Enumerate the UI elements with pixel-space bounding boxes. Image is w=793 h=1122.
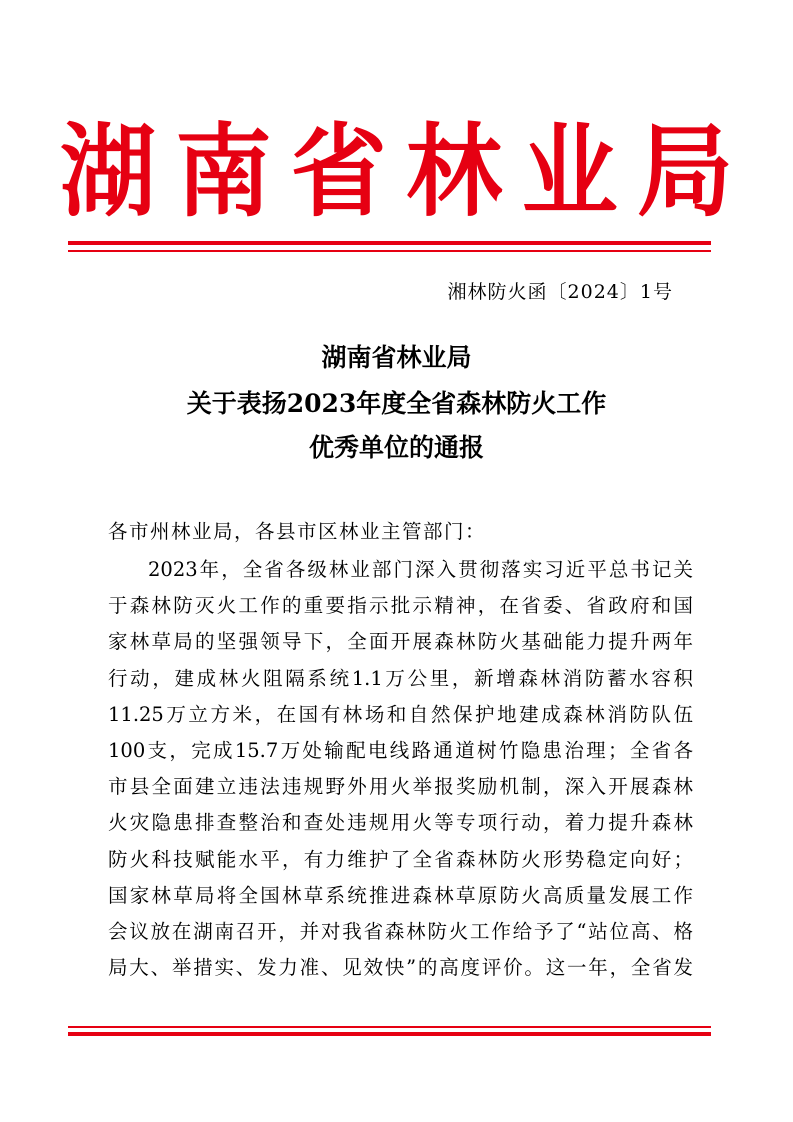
salutation: 各市州林业局，各县市区林业主管部门： [108, 520, 487, 543]
masthead-char: 林 [406, 112, 503, 231]
masthead-char: 湖 [60, 112, 156, 231]
masthead-divider-thick [68, 241, 711, 245]
footer-divider-thick [68, 1032, 711, 1036]
body-line: 市县全面建立违法违规野外用火举报奖励机制，深入开展森林 [108, 775, 693, 799]
body-line: 于森林防灭火工作的重要指示批示精神，在省委、省政府和国 [108, 594, 693, 618]
footer-divider-thin [68, 1026, 711, 1028]
document-number: 湘林防火函〔2024〕1号 [447, 281, 673, 303]
body-line: 11.25万立方米，在国有林场和自然保护地建成森林消防队伍 [108, 702, 693, 726]
masthead-divider-thin [68, 250, 711, 252]
body-line: 局大、举措实、发力准、见效快”的高度评价。这一年，全省发 [108, 956, 693, 980]
masthead-char: 业 [521, 112, 618, 231]
body-line: 国家林草局将全国林草系统推进森林草原防火高质量发展工作 [108, 883, 693, 907]
title-line-3: 优秀单位的通报 [308, 433, 484, 462]
masthead-char: 局 [636, 112, 733, 231]
body-line: 防火科技赋能水平，有力维护了全省森林防火形势稳定向好； [108, 847, 693, 871]
body-line: 火灾隐患排查整治和查处违规用火等专项行动，着力提升森林 [108, 811, 693, 835]
title-line-1: 湖南省林业局 [321, 343, 472, 372]
body-line: 会议放在湖南召开，并对我省森林防火工作给予了“站位高、格 [108, 919, 693, 943]
body-line: 2023年，全省各级林业部门深入贯彻落实习近平总书记关 [148, 558, 693, 581]
body-text [108, 552, 693, 986]
body-line: 100支，完成15.7万处输配电线路通道树竹隐患治理；全省各 [108, 738, 693, 762]
title-line-2: 关于表扬2023年度全省森林防火工作 [186, 389, 607, 418]
masthead-char: 省 [290, 112, 387, 231]
body-line: 家林草局的坚强领导下，全面开展森林防火基础能力提升两年 [108, 630, 693, 654]
masthead-char: 南 [175, 112, 272, 231]
masthead [60, 112, 733, 232]
body-line: 行动，建成林火阻隔系统1.1万公里，新增森林消防蓄水容积 [108, 666, 693, 690]
